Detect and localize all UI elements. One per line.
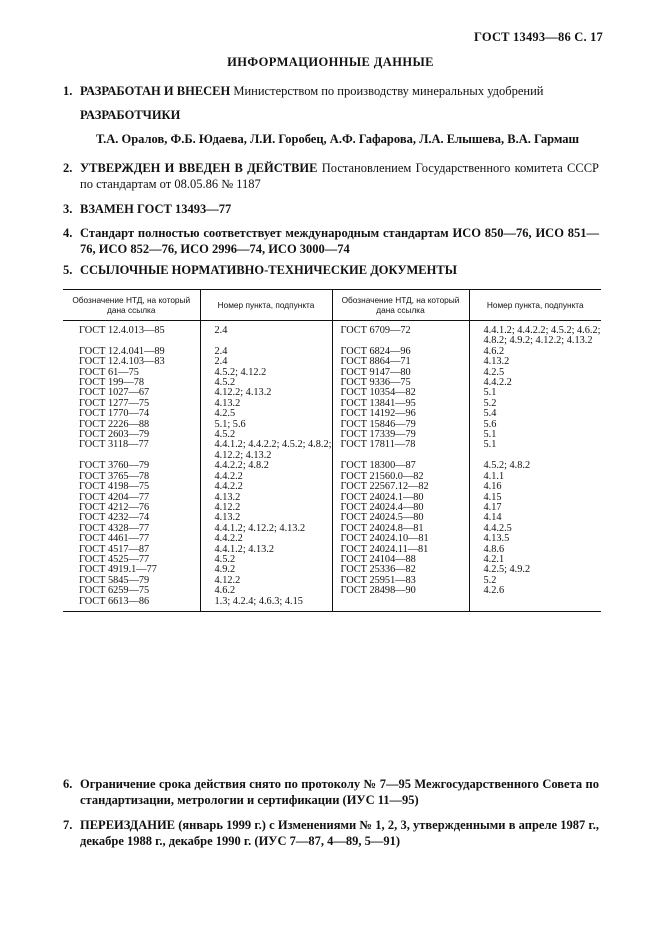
item-bold: РАЗРАБОТАН И ВНЕСЕН [80, 84, 231, 98]
ntd-designation: ГОСТ 4212—76 [79, 501, 150, 513]
ntd-designation: ГОСТ 4525—77 [79, 553, 150, 565]
clause-number: 4.5.2 [200, 378, 332, 388]
clause-number: 4.4.1.2; 4.12.2; 4.13.2 [200, 524, 332, 534]
ntd-designation: ГОСТ 2226—88 [79, 418, 150, 430]
clause-number: 4.13.5 [469, 534, 601, 544]
table-row [63, 586, 601, 596]
ntd-designation: ГОСТ 9147—80 [332, 368, 469, 378]
clause-number: 2.4 [200, 357, 332, 367]
clause-number: 4.6.2 [469, 347, 601, 357]
table-row [63, 534, 601, 544]
ntd-designation: ГОСТ 24024.10—81 [332, 534, 469, 544]
item-6 [63, 776, 599, 808]
item-text: Ограничение срока действия снято по протоколу № 7—95 Межгосударственного Совета по стандартизации, метрологии и сертификации (ИУС 11—95) [80, 777, 599, 807]
item-1 [63, 83, 599, 99]
clause-number: 4.16 [469, 482, 601, 492]
clause-number: 4.1.1 [469, 472, 601, 482]
column-header-clause: Номер пункта, подпункта [469, 290, 601, 321]
item-text: (январь 1999 г.) с Изменениями № 1, 2, 3, утвержденными в апреле 1987 г., декабре 1988 г., декабре 1990 г. (ИУС 7—87, 4—89, 5—91) [80, 818, 599, 848]
ntd-designation: ГОСТ 28498—90 [332, 586, 469, 596]
ntd-designation: ГОСТ 4328—77 [79, 522, 150, 534]
ntd-designation [332, 597, 469, 612]
clause-number: 4.13.2 [469, 357, 601, 367]
column-header-clause: Номер пункта, подпункта [200, 290, 332, 321]
clause-number: 4.4.2.2 [469, 378, 601, 388]
clause-number: 4.5.2; 4.12.2 [200, 368, 332, 378]
ntd-designation: ГОСТ 1027—67 [79, 387, 150, 399]
table-row [63, 597, 601, 612]
clause-number: 5.1 [469, 430, 601, 440]
ntd-designation: ГОСТ 24024.4—80 [332, 503, 469, 513]
ntd-designation: ГОСТ 12.4.013—85 [79, 325, 165, 336]
clause-number: 4.6.2 [200, 586, 332, 596]
clause-number: 1.3; 4.2.4; 4.6.3; 4.15 [200, 597, 332, 612]
ntd-designation: ГОСТ 25336—82 [332, 565, 469, 575]
clause-number: 4.4.1.2; 4.4.2.2; 4.5.2; 4.8.2; 4.12.2; 4.13.2 [200, 440, 332, 461]
table-header-row [63, 290, 601, 321]
table-body [63, 321, 601, 612]
clause-number: 4.12.2 [200, 576, 332, 586]
table-row [63, 482, 601, 492]
ntd-designation: ГОСТ 1770—74 [79, 408, 150, 420]
item-bold: УТВЕРЖДЕН И ВВЕДЕН В ДЕЙСТВИЕ [80, 161, 318, 175]
clause-number: 4.2.1 [469, 555, 601, 565]
table-row [63, 357, 601, 367]
clause-number: 4.17 [469, 503, 601, 513]
item-number: 1. [63, 84, 73, 98]
item-number: 2. [63, 161, 73, 175]
ntd-designation: ГОСТ 8864—71 [332, 357, 469, 367]
ntd-designation: ГОСТ 3118—77 [79, 439, 149, 451]
ntd-designation: ГОСТ 3760—79 [79, 460, 150, 472]
table-row [63, 440, 601, 461]
item-number: 4. [63, 226, 73, 240]
clause-number: 4.12.2; 4.13.2 [200, 388, 332, 398]
ntd-designation: ГОСТ 4232—74 [79, 512, 150, 524]
ntd-designation: ГОСТ 18300—87 [332, 461, 469, 471]
developers-label: РАЗРАБОТЧИКИ [80, 108, 181, 122]
ntd-designation: ГОСТ 61—75 [79, 366, 139, 378]
clause-number: 4.8.6 [469, 545, 601, 555]
item-bold: ССЫЛОЧНЫЕ НОРМАТИВНО-ТЕХНИЧЕСКИЕ ДОКУМЕНТЫ [80, 263, 457, 277]
page-title: ИНФОРМАЦИОННЫЕ ДАННЫЕ [227, 55, 434, 69]
ntd-designation: ГОСТ 24024.8—81 [332, 524, 469, 534]
clause-number: 5.6 [469, 420, 601, 430]
ntd-designation: ГОСТ 24104—88 [332, 555, 469, 565]
clause-number: 4.15 [469, 493, 601, 503]
clause-number: 4.5.2 [200, 555, 332, 565]
ntd-designation: ГОСТ 12.4.041—89 [79, 345, 165, 357]
clause-number: 4.2.5 [200, 409, 332, 419]
clause-number: 5.2 [469, 399, 601, 409]
clause-number: 4.2.6 [469, 586, 601, 596]
ntd-designation: ГОСТ 4919.1—77 [79, 564, 157, 576]
ntd-designation: ГОСТ 13841—95 [332, 399, 469, 409]
clause-number: 4.9.2 [200, 565, 332, 575]
item-4 [63, 225, 599, 257]
clause-number: 4.13.2 [200, 493, 332, 503]
item-text: Стандарт полностью соответствует международным стандартам ИСО 850—76, ИСО 851—76, ИСО 852—76, ИСО 2996—74, ИСО 3000—74 [80, 226, 599, 256]
item-number: 3. [63, 202, 73, 216]
ntd-designation: ГОСТ 6824—96 [332, 347, 469, 357]
clause-number: 4.4.2.2 [200, 482, 332, 492]
clause-number: 2.4 [200, 321, 332, 347]
item-text: Министерством по производству минеральных удобрений [230, 84, 544, 98]
clause-number: 4.4.2.2 [200, 472, 332, 482]
clause-number: 4.14 [469, 513, 601, 523]
clause-number: 5.1 [469, 440, 601, 461]
clause-number: 5.1; 5.6 [200, 420, 332, 430]
ntd-designation: ГОСТ 17339—79 [332, 430, 469, 440]
ntd-designation: ГОСТ 4461—77 [79, 533, 150, 545]
table-row [63, 321, 601, 347]
column-header-ntd: Обозначение НТД, на который дана ссылка [63, 290, 200, 321]
clause-number: 4.13.2 [200, 399, 332, 409]
ntd-designation: ГОСТ 24024.5—80 [332, 513, 469, 523]
clause-number: 5.2 [469, 576, 601, 586]
clause-number: 4.5.2 [200, 430, 332, 440]
clause-number: 4.13.2 [200, 513, 332, 523]
ntd-designation: ГОСТ 15846—79 [332, 420, 469, 430]
ntd-designation: ГОСТ 5845—79 [79, 574, 150, 586]
developers-list: Т.А. Оралов, Ф.Б. Юдаева, Л.И. Горобец, А.Ф. Гафарова, Л.А. Елышева, В.А. Гармаш [96, 132, 580, 146]
clause-number [469, 597, 601, 612]
ntd-designation: ГОСТ 199—78 [79, 377, 145, 389]
ntd-designation: ГОСТ 10354—82 [332, 388, 469, 398]
ntd-designation: ГОСТ 6259—75 [79, 585, 150, 597]
ntd-designation: ГОСТ 9336—75 [332, 378, 469, 388]
clause-number: 4.4.2.2; 4.8.2 [200, 461, 332, 471]
item-number: 5. [63, 263, 73, 277]
item-3 [63, 201, 599, 217]
clause-number: 4.2.5; 4.9.2 [469, 565, 601, 575]
item-number: 7. [63, 818, 73, 832]
ntd-designation: ГОСТ 12.4.103—83 [79, 356, 165, 368]
clause-number: 4.4.1.2; 4.13.2 [200, 545, 332, 555]
ntd-designation: ГОСТ 22567.12—82 [332, 482, 469, 492]
item-number: 6. [63, 777, 73, 791]
clause-number: 2.4 [200, 347, 332, 357]
clause-number: 4.4.2.2 [200, 534, 332, 544]
clause-number: 4.2.5 [469, 368, 601, 378]
item-7 [63, 817, 599, 849]
ntd-designation: ГОСТ 17811—78 [332, 440, 469, 461]
ntd-designation: ГОСТ 6709—72 [332, 321, 469, 347]
references-table [63, 289, 601, 612]
clause-number: 4.4.2.5 [469, 524, 601, 534]
item-5 [63, 262, 599, 278]
ntd-designation: ГОСТ 6613—86 [63, 597, 200, 612]
ntd-designation: ГОСТ 25951—83 [332, 576, 469, 586]
clause-number: 4.12.2 [200, 503, 332, 513]
clause-number: 5.1 [469, 388, 601, 398]
ntd-designation: ГОСТ 21560.0—82 [332, 472, 469, 482]
item-text: Постановлением Государственного комитета СССР по стандартам от 08.05.86 № 1187 [80, 161, 599, 191]
clause-number: 4.5.2; 4.8.2 [469, 461, 601, 471]
clause-number: 5.4 [469, 409, 601, 419]
ntd-designation: ГОСТ 1277—75 [79, 397, 150, 409]
item-bold: ВЗАМЕН ГОСТ 13493—77 [80, 202, 232, 216]
ntd-designation: ГОСТ 4204—77 [79, 491, 150, 503]
clause-number: 4.4.1.2; 4.4.2.2; 4.5.2; 4.6.2; 4.8.2; 4.9.2; 4.12.2; 4.13.2 [469, 321, 601, 347]
item-bold: ПЕРЕИЗДАНИЕ [80, 818, 176, 832]
item-2 [63, 160, 599, 192]
ntd-designation: ГОСТ 4517—87 [79, 543, 150, 555]
ntd-designation: ГОСТ 3765—78 [79, 470, 150, 482]
column-header-ntd: Обозначение НТД, на который дана ссылка [332, 290, 469, 321]
page-header: ГОСТ 13493—86 С. 17 [474, 30, 603, 44]
ntd-designation: ГОСТ 4198—75 [79, 481, 150, 493]
ntd-designation: ГОСТ 14192—96 [332, 409, 469, 419]
ntd-designation: ГОСТ 24024.11—81 [332, 545, 469, 555]
ntd-designation: ГОСТ 2603—79 [79, 429, 150, 441]
ntd-designation: ГОСТ 24024.1—80 [332, 493, 469, 503]
